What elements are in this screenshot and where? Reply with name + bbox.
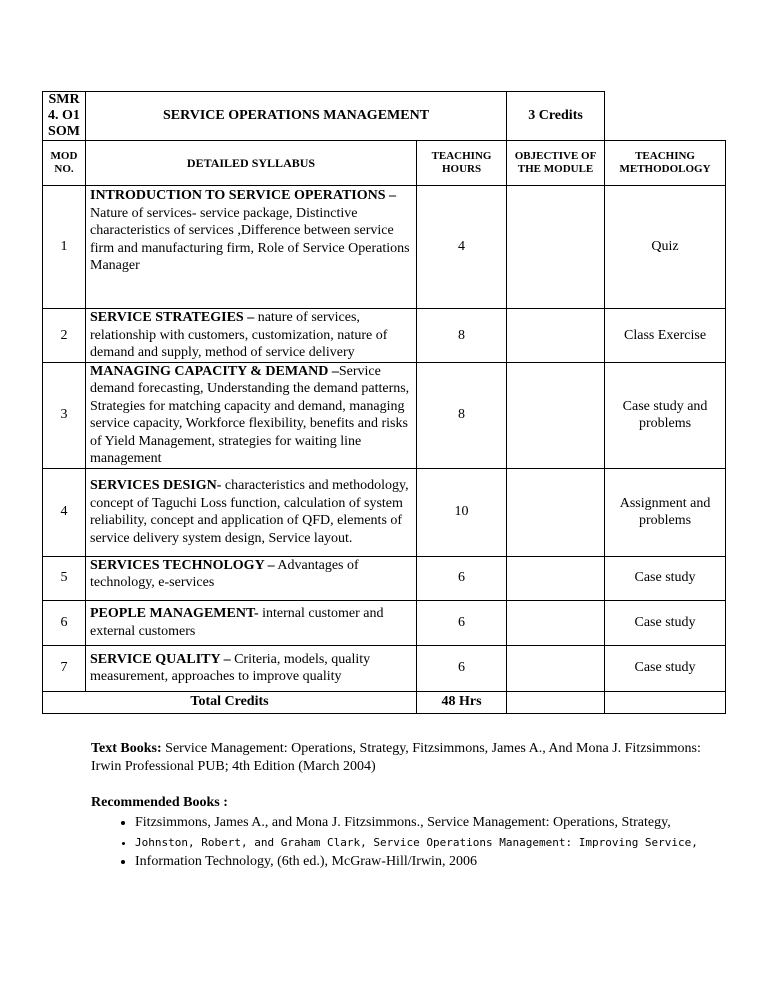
total-label: Total Credits — [43, 691, 417, 713]
total-objective — [507, 691, 605, 713]
module-hours: 6 — [417, 600, 507, 645]
module-content — [86, 600, 417, 645]
course-title: SERVICE OPERATIONS MANAGEMENT — [86, 92, 507, 141]
module-row — [43, 468, 726, 556]
module-hours: 10 — [417, 468, 507, 556]
module-objective — [507, 600, 605, 645]
module-title: INTRODUCTION TO SERVICE OPERATIONS – — [90, 188, 397, 203]
syllabus-table — [42, 91, 726, 714]
module-hours: 4 — [417, 186, 507, 309]
module-hours: 6 — [417, 645, 507, 691]
module-title: SERVICE STRATEGIES – — [90, 310, 255, 325]
module-description: internal customer and external customers — [90, 606, 384, 639]
module-row — [43, 645, 726, 691]
module-row — [43, 186, 726, 309]
course-code-cell — [43, 92, 86, 141]
text-books-label: Text Books: — [91, 741, 162, 756]
module-hours: 6 — [417, 556, 507, 600]
module-content — [86, 186, 417, 309]
course-header-row — [43, 92, 726, 141]
books-section — [91, 740, 731, 873]
col-syllabus: DETAILED SYLLABUS — [86, 141, 417, 186]
module-number: 6 — [43, 600, 86, 645]
module-objective — [507, 186, 605, 309]
col-hours-line2: HOURS — [441, 163, 482, 175]
module-row — [43, 600, 726, 645]
module-description: Criteria, models, quality measurement, approaches to improve quality — [90, 651, 371, 684]
module-method: Case study and problems — [605, 362, 726, 468]
module-content — [86, 309, 417, 363]
module-number: 3 — [43, 362, 86, 468]
col-hours-line1: TEACHING — [431, 150, 492, 162]
module-number: 7 — [43, 645, 86, 691]
course-code: SMR 4. O1 — [48, 92, 80, 123]
module-method: Quiz — [605, 186, 726, 309]
total-hours: 48 Hrs — [417, 691, 507, 713]
module-row — [43, 309, 726, 363]
module-content — [86, 468, 417, 556]
module-title: MANAGING CAPACITY & DEMAND – — [90, 363, 339, 379]
module-hours: 8 — [417, 309, 507, 363]
module-description: Service demand forecasting, Understanding the demand patterns, Strategies for matching capacity and demand, managing service capacity, Workforce flexibility, benefits and risks of Yield Management, strategies for waiting line management — [90, 363, 410, 466]
module-method: Case study — [605, 556, 726, 600]
course-abbrev: SOM — [48, 124, 80, 139]
module-description: characteristics and methodology, concept of Taguchi Loss function, calculation of system reliability, concept and application of QFD, elements of service delivery system design, Service layout. — [90, 478, 409, 546]
module-objective — [507, 309, 605, 363]
module-method: Class Exercise — [605, 309, 726, 363]
module-content — [86, 556, 417, 600]
text-books-text: Service Management: Operations, Strategy, Fitzsimmons, James A., And Mona J. Fitzsimmons: Irwin Professional PUB; 4th Edition (March 2004) — [91, 741, 701, 774]
module-method: Case study — [605, 600, 726, 645]
col-mod-no — [43, 141, 86, 186]
module-description: nature of services, relationship with customers, customization, nature of demand and supply, method of service delivery — [90, 310, 388, 360]
module-row — [43, 362, 726, 468]
list-item: • Information Technology, (6th ed.), McGraw-Hill/Irwin, 2006 — [135, 853, 731, 871]
module-title: SERVICE QUALITY – — [90, 651, 231, 667]
col-method-line1: TEACHING — [635, 150, 695, 162]
col-objective-line1: OBJECTIVE OF — [514, 150, 597, 162]
module-number: 1 — [43, 186, 86, 309]
list-item: • Fitzsimmons, James A., and Mona J. Fitzsimmons., Service Management: Operations, Strategy, — [135, 814, 731, 832]
module-hours: 8 — [417, 362, 507, 468]
module-content — [86, 645, 417, 691]
course-credits: 3 Credits — [507, 92, 605, 141]
module-number: 2 — [43, 309, 86, 363]
module-number: 5 — [43, 556, 86, 600]
recommended-books-label: Recommended Books : — [91, 795, 228, 810]
module-title: PEOPLE MANAGEMENT- — [90, 606, 259, 621]
list-item: • Johnston, Robert, and Graham Clark, Service Operations Management: Improving Service, — [135, 834, 731, 851]
col-mod-line2: NO. — [54, 163, 74, 175]
module-description: Nature of services- service package, Distinctive characteristics of services ,Difference between service firm and manufacturing firm, Role of Service Operations Manager — [90, 205, 410, 273]
module-objective — [507, 556, 605, 600]
module-method: Assignment and problems — [605, 468, 726, 556]
col-method — [605, 141, 726, 186]
col-mod-line1: MOD — [50, 150, 78, 162]
module-objective — [507, 645, 605, 691]
module-description: Advantages of technology, e-services — [90, 557, 359, 590]
module-title: SERVICES TECHNOLOGY – — [90, 557, 275, 573]
col-objective — [507, 141, 605, 186]
module-title: SERVICES DESIGN- — [90, 478, 222, 493]
col-hours — [417, 141, 507, 186]
text-books — [91, 740, 731, 776]
module-number: 4 — [43, 468, 86, 556]
column-header-row — [43, 141, 726, 186]
total-row — [43, 691, 726, 713]
module-objective — [507, 362, 605, 468]
module-row — [43, 556, 726, 600]
col-method-line2: METHODOLOGY — [619, 163, 711, 175]
recommended-books-list — [91, 814, 731, 871]
module-method: Case study — [605, 645, 726, 691]
col-objective-line2: THE MODULE — [517, 163, 594, 175]
total-method — [605, 691, 726, 713]
module-content — [86, 362, 417, 468]
module-objective — [507, 468, 605, 556]
